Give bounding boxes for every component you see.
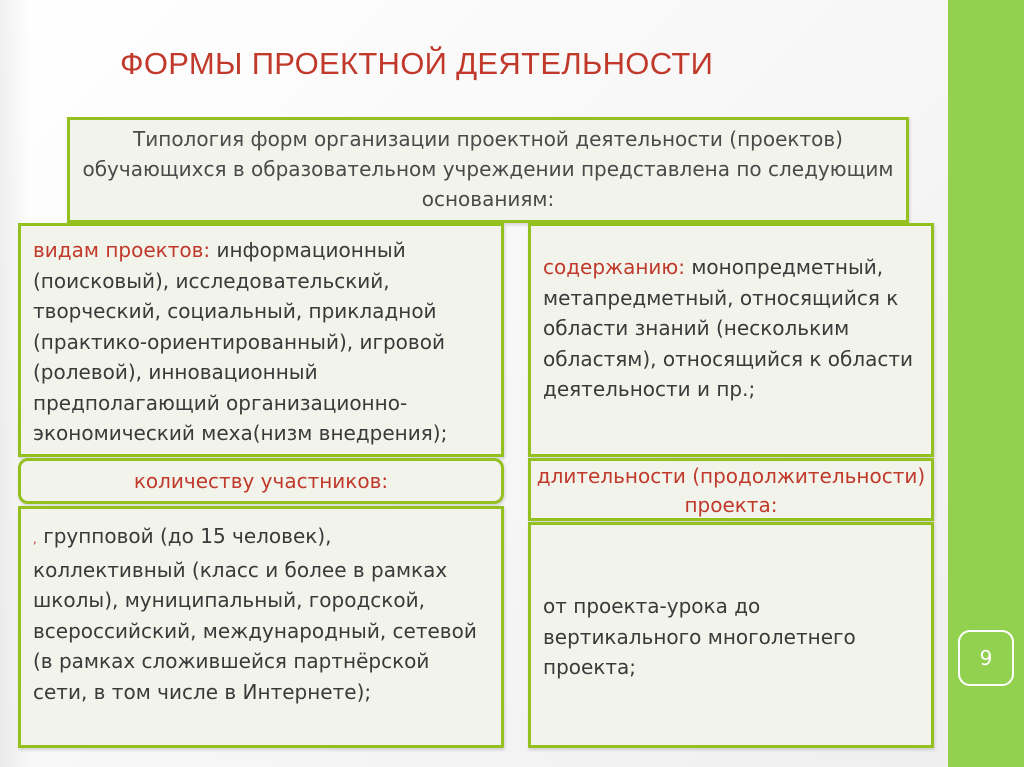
duration-header (528, 458, 934, 521)
participants-prefix: , (33, 532, 37, 546)
duration-text: от проекта-урока до вертикального многолетнего проекта; (543, 594, 856, 679)
page-number-badge (958, 630, 1014, 686)
participants-box (18, 506, 504, 748)
project-types-label: видам проектов: (33, 238, 211, 262)
intro-text: Типология форм организации проектной деятельности (проектов) обучающихся в образовательном учреждении представлена по следующим основаниям: (82, 127, 894, 211)
project-types-text: информационный (поисковый), исследовательский, творческий, социальный, прикладной (практико-ориентированный), игровой (ролевой), инновационный предполагающий организационно-экономический меха(низм внедрения); (33, 238, 448, 445)
duration-box (528, 522, 934, 748)
content-box (528, 223, 934, 457)
page-number: 9 (979, 646, 993, 670)
content-label: содержанию: (543, 255, 685, 279)
intro-box (67, 117, 909, 223)
duration-label: длительности (продолжительности) проекта: (536, 464, 926, 517)
participants-text: групповой (до 15 человек), коллективный (класс и более в рамках школы), муниципальный, городской, всероссийский, международный, сетевой (в рамках сложившейся партнёрской сети, в том числе в Интернете); (33, 524, 477, 704)
participants-header (18, 458, 504, 504)
slide-title: ФОРМЫ ПРОЕКТНОЙ ДЕЯТЕЛЬНОСТИ (120, 46, 714, 81)
project-types-box (18, 223, 504, 457)
participants-label: количеству участников: (133, 469, 389, 493)
content-text: монопредметный, метапредметный, относящийся к области знаний (нескольким областям), относящийся к области деятельности и пр.; (543, 255, 914, 401)
